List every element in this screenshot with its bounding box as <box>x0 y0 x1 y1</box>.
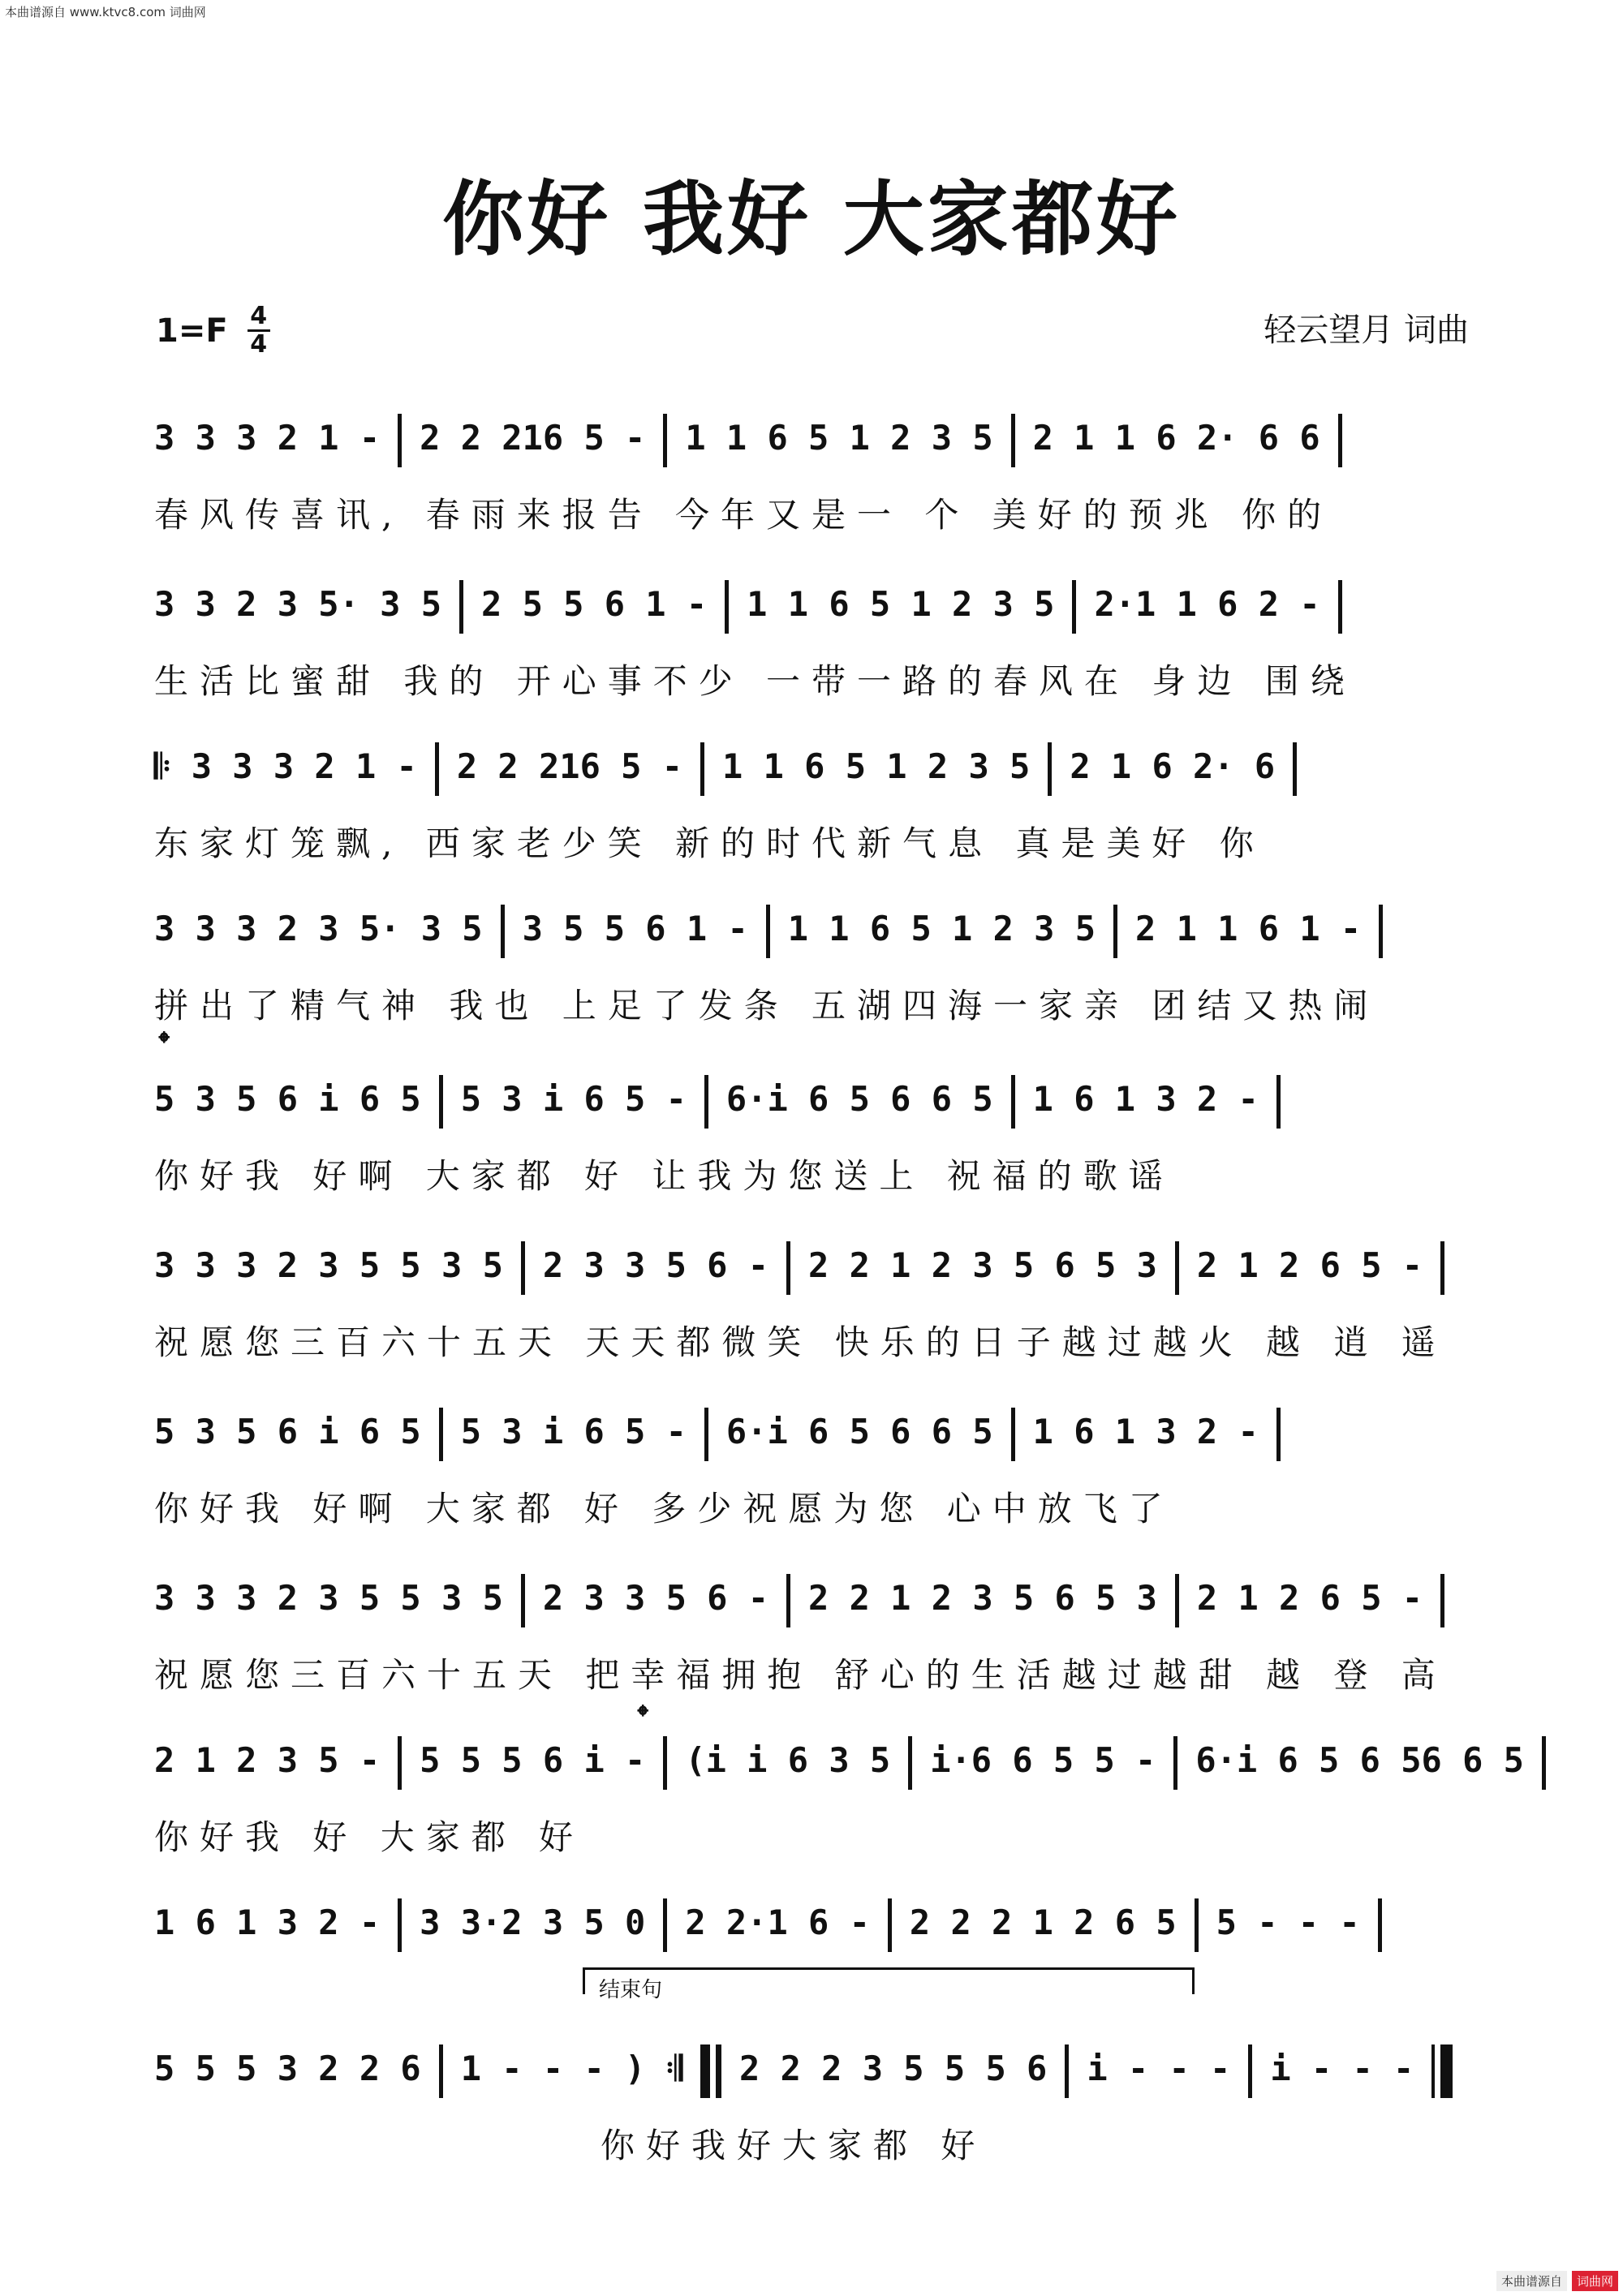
barline <box>1065 2044 1069 2098</box>
barline <box>398 1736 402 1790</box>
measure: 5 3 5 6 i 6 5 <box>154 1412 421 1451</box>
measure: i·6 6 5 5 - <box>930 1740 1156 1780</box>
barline <box>398 1898 402 1952</box>
coda-mark-2: 𝄌 <box>638 1700 648 1733</box>
measure: 2 2·1 6 - <box>685 1903 870 1942</box>
barline <box>704 1075 708 1129</box>
underline-row <box>154 793 1485 801</box>
barline <box>786 1574 790 1627</box>
barline <box>1195 1898 1199 1952</box>
underline-row <box>154 1786 1485 1795</box>
underline-row <box>154 2095 1485 2103</box>
measure: 𝄆 3 3 3 2 1 - <box>154 746 417 786</box>
ending-bracket <box>583 1967 1195 1994</box>
measure: 3 3 3 2 3 5 5 3 5 <box>154 1578 503 1618</box>
barline <box>786 1241 790 1295</box>
measure: 5 - - - <box>1216 1903 1360 1942</box>
measure: 2 2 1 2 3 5 6 5 3 <box>808 1578 1157 1618</box>
barline <box>1113 905 1117 958</box>
meter-top: 4 <box>250 302 268 330</box>
measure: 1 6 1 3 2 - <box>1032 1079 1259 1119</box>
measure: 6·i 6 5 6 6 5 <box>725 1079 993 1119</box>
composer-credit: 轻云望月 词曲 <box>1264 312 1469 349</box>
barline <box>1276 1408 1281 1461</box>
barline <box>700 2044 721 2098</box>
lyrics-row: 东家灯笼飘, 西家老少笑 新的时代新气息 真是美好 你 <box>154 823 1265 863</box>
key-label: 1=F <box>156 312 228 350</box>
barline <box>439 1408 443 1461</box>
meter-bottom: 4 <box>250 330 268 359</box>
measure: 2 2 216 5 - <box>456 746 683 786</box>
time-signature <box>248 304 270 357</box>
underline-row <box>154 1292 1485 1300</box>
barline <box>663 1898 667 1952</box>
measure: 2 5 5 6 1 - <box>481 584 708 624</box>
barline <box>725 580 729 634</box>
underline-row <box>154 464 1485 472</box>
key-signature <box>156 304 270 357</box>
measure: 6·i 6 5 6 6 5 <box>725 1412 993 1451</box>
measure: 3 3 3 2 3 5· 3 5 <box>154 909 483 948</box>
barline <box>700 742 704 796</box>
barline <box>1379 905 1383 958</box>
measure: 2 3 3 5 6 - <box>542 1578 769 1618</box>
lyrics-row: 拼出了精气神 我也 上足了发条 五湖四海一家亲 团结又热闹 <box>154 986 1380 1025</box>
barline <box>1542 1736 1546 1790</box>
underline-row <box>154 955 1485 963</box>
barline <box>501 905 505 958</box>
measure: i - - - <box>1270 2049 1414 2088</box>
measure: 2 1 1 6 1 - <box>1135 909 1362 948</box>
barline <box>521 1574 525 1627</box>
barline <box>1378 1898 1382 1952</box>
measure: 1 1 6 5 1 2 3 5 <box>685 418 993 458</box>
page-title: 你好 我好 大家都好 <box>442 171 1181 267</box>
underline-row <box>154 1949 1485 1957</box>
measure: 3 3 3 2 3 5 5 3 5 <box>154 1245 503 1285</box>
measure: 2 3 3 5 6 - <box>542 1245 769 1285</box>
measure: 6·i 6 5 6 56 6 5 <box>1195 1740 1524 1780</box>
barline <box>1011 1408 1015 1461</box>
barline <box>1048 742 1052 796</box>
measure: 5 3 i 6 5 - <box>460 1412 687 1451</box>
ending-label: 结束句 <box>599 1978 663 2002</box>
measure: i - - - <box>1087 2049 1231 2088</box>
barline <box>663 414 667 467</box>
barline <box>1175 1574 1179 1627</box>
measure: 5 3 i 6 5 - <box>460 1079 687 1119</box>
barline <box>1293 742 1297 796</box>
lyrics-row: 你好我 好啊 大家都 好 多少祝愿为您 心中放飞了 <box>154 1489 1174 1529</box>
measure: 5 5 5 6 i - <box>420 1740 646 1780</box>
barline <box>1338 414 1342 467</box>
measure: 2 1 1 6 2· 6 6 <box>1032 418 1320 458</box>
barline <box>1173 1736 1177 1790</box>
lyrics-row: 祝愿您三百六十五天 把幸福拥抱 舒心的生活越过越甜 越 登 高 <box>154 1655 1447 1695</box>
measure: 1 1 6 5 1 2 3 5 <box>787 909 1096 948</box>
watermark-top: 本曲谱源自 www.ktvc8.com 词曲网 <box>5 5 206 19</box>
underline-row <box>154 1458 1485 1466</box>
lyrics-row: 生活比蜜甜 我的 开心事不少 一带一路的春风在 身边 围绕 <box>154 661 1356 701</box>
measure: 3 3 2 3 5· 3 5 <box>154 584 442 624</box>
watermark-bottom-site: 词曲网 <box>1572 2271 1618 2291</box>
barline <box>1175 1241 1179 1295</box>
measure: 2 2 2 3 5 5 5 6 <box>739 2049 1048 2088</box>
lyrics-row: 你好我 好 大家都 好 <box>154 1817 585 1857</box>
barline <box>1338 580 1342 634</box>
barline <box>704 1408 708 1461</box>
watermark-bottom <box>1496 2271 1618 2291</box>
barline <box>1431 2044 1453 2098</box>
measure: 2 1 2 6 5 - <box>1196 1245 1423 1285</box>
measure: 1 1 6 5 1 2 3 5 <box>747 584 1055 624</box>
coda-mark: 𝄌 <box>159 1026 170 1060</box>
measure: 2 1 2 3 5 - <box>154 1740 381 1780</box>
measure: 1 - - - ) 𝄇 <box>460 2049 683 2088</box>
measure: 2 2 1 2 3 5 6 5 3 <box>808 1245 1157 1285</box>
lyrics-row: 你好我 好啊 大家都 好 让我为您送上 祝福的歌谣 <box>154 1156 1174 1196</box>
underline-row <box>154 1125 1485 1133</box>
measure: 2 1 6 2· 6 <box>1070 746 1276 786</box>
watermark-bottom-source: 本曲谱源自 <box>1496 2271 1567 2291</box>
measure: 1 1 6 5 1 2 3 5 <box>722 746 1031 786</box>
measure: 2·1 1 6 2 - <box>1094 584 1320 624</box>
measure: 3 5 5 6 1 - <box>522 909 748 948</box>
barline <box>1072 580 1076 634</box>
barline <box>1248 2044 1252 2098</box>
barline <box>1011 414 1015 467</box>
measure: 2 1 2 6 5 - <box>1196 1578 1423 1618</box>
barline <box>766 905 770 958</box>
measure: 3 3·2 3 5 0 <box>420 1903 646 1942</box>
barline <box>435 742 439 796</box>
barline <box>1011 1075 1015 1129</box>
barline <box>1276 1075 1281 1129</box>
measure: 5 5 5 3 2 2 6 <box>154 2049 421 2088</box>
barline <box>1440 1574 1444 1627</box>
measure: 2 2 216 5 - <box>420 418 646 458</box>
measure: (i i 6 3 5 <box>685 1740 891 1780</box>
measure: 3 3 3 2 1 - <box>154 418 381 458</box>
barline <box>398 414 402 467</box>
measure: 2 2 2 1 2 6 5 <box>909 1903 1177 1942</box>
underline-row <box>154 1624 1485 1632</box>
barline <box>663 1736 667 1790</box>
barline <box>908 1736 912 1790</box>
barline <box>888 1898 892 1952</box>
lyrics-row: 春风传喜讯, 春雨来报告 今年又是一 个 美好的预兆 你的 <box>154 495 1333 535</box>
measure: 5 3 5 6 i 6 5 <box>154 1079 421 1119</box>
measure: 1 6 1 3 2 - <box>1032 1412 1259 1451</box>
barline <box>1440 1241 1444 1295</box>
underline-row <box>154 630 1485 638</box>
barline <box>439 2044 443 2098</box>
lyrics-row: 你好我好大家都 好 <box>601 2126 987 2165</box>
lyrics-row: 祝愿您三百六十五天 天天都微笑 快乐的日子越过越火 越 逍 遥 <box>154 1322 1447 1362</box>
measure: 1 6 1 3 2 - <box>154 1903 381 1942</box>
barline <box>439 1075 443 1129</box>
barline <box>521 1241 525 1295</box>
barline <box>459 580 463 634</box>
